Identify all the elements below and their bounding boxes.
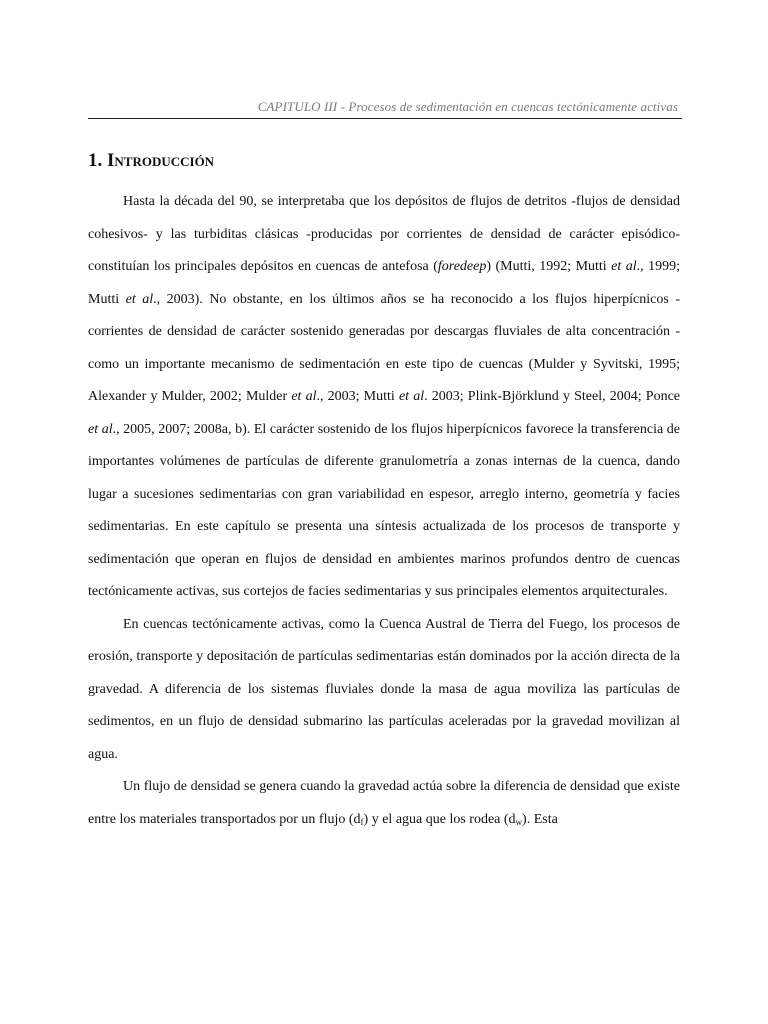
paragraph-3-text: Un flujo de densidad se genera cuando la gravedad actúa sobre la diferencia de densidad que existe entre los materiales transportados por un flujo (d bbox=[88, 779, 680, 827]
subscript-f: f bbox=[360, 816, 364, 827]
paragraph-2: En cuencas tectónicamente activas, como la Cuenca Austral de Tierra del Fuego, los procesos de erosión, transporte y depositación de partículas sedimentarias están dominados por la acción directa de la gravedad. A diferencia de los sistemas fluviales donde la masa de agua moviliza las partículas de sedimentos, en un flujo de densidad submarino las partículas aceleradas por la gravedad movilizan al agua. bbox=[88, 616, 680, 762]
paragraph-1-italic-foredeep: foredeep bbox=[437, 259, 487, 274]
paragraph-1-text: ., 1999; Mutti bbox=[88, 259, 680, 307]
paragraph-1-italic-et-al: et al bbox=[291, 389, 317, 404]
running-header: CAPITULO III - Procesos de sedimentación en cuencas tectónicamente activas bbox=[257, 99, 678, 114]
paragraph-1-text: ) (Mutti, 1992; Mutti bbox=[486, 259, 612, 274]
subscript-w: w bbox=[515, 816, 523, 827]
paragraph-3 bbox=[88, 771, 680, 836]
paragraph-3-text: ) y el agua que los rodea (d bbox=[363, 811, 516, 827]
paragraph-1-italic-et-al: et al bbox=[398, 389, 425, 404]
section-title: 1. Introducción bbox=[88, 150, 215, 171]
paragraph-1-italic-et-al: et al bbox=[88, 421, 113, 437]
paragraph-1-text: ., 2003). No obstante, en los últimos años se ha reconocido a los flujos hiperpícnicos -corrientes de densidad de carácter sostenido generadas por descargas fluviales de alta concentración - como un importante mecanismo de sedimentación en este tipo de cuencas (Mulder y Syvitski, 1995; Alexander y Mulder, 2002; Mulder bbox=[88, 291, 680, 404]
paragraph-1-text: Hasta la década del 90, se interpretaba que los depósitos de flujos de detritos -flujos de densidad cohesivos- y las turbiditas clásicas -producidas por corrientes de densidad de carácter episódico- constituían los principales depósitos en cuencas de antefosa ( bbox=[88, 194, 680, 274]
paragraph-3-text: ). Esta bbox=[522, 811, 558, 827]
paragraph-1-italic-et-al: et al bbox=[125, 291, 154, 307]
paragraph-1 bbox=[88, 186, 680, 609]
header-rule bbox=[88, 118, 682, 119]
body-text bbox=[88, 186, 680, 836]
paragraph-1-text: ., 2005, 2007; 2008a, b). El carácter sostenido de los flujos hiperpícnicos favorece la transferencia de importantes volúmenes de partículas de diferente granulometría a zonas internas de la cuenca, dando lugar a sucesiones sedimentarias con gran variabilidad en espesor, arreglo interno, geometría y facies sedimentarias. En este capítulo se presenta una síntesis actualizada de los procesos de transporte y sedimentación que operan en flujos de densidad en ambientes marinos profundos dentro de cuencas tectónicamente activas, sus cortejos de facies sedimentarias y sus principales elementos arquitecturales. bbox=[88, 421, 680, 599]
paragraph-1-text: ., 2003; Mutti bbox=[316, 389, 399, 404]
paragraph-1-text: . 2003; Plink-Björklund y Steel, 2004; Ponce bbox=[424, 389, 681, 404]
paragraph-1-italic-et-al: et al bbox=[611, 259, 637, 274]
